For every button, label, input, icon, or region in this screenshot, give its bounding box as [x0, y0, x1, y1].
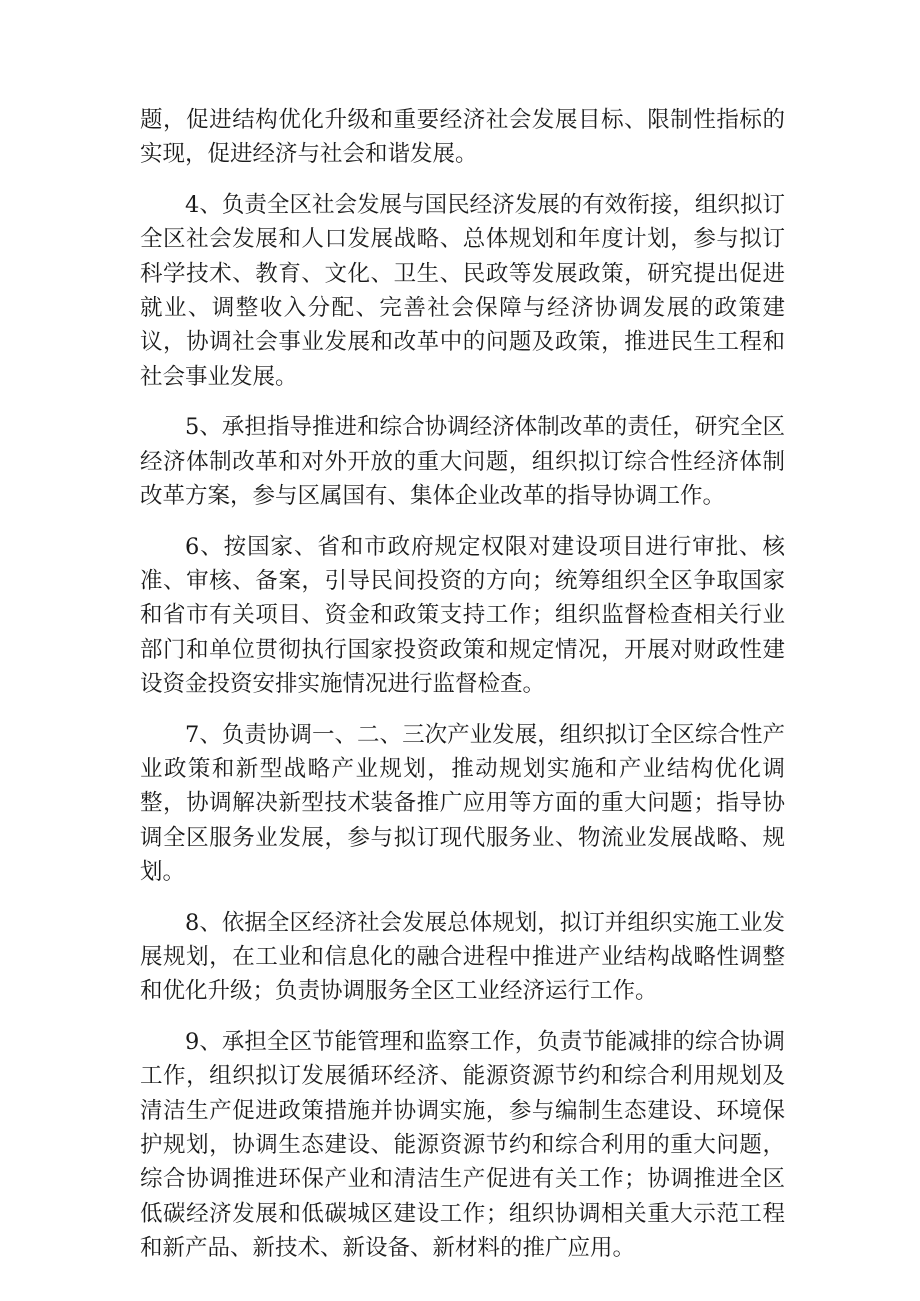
paragraph-continued: 题，促进结构优化升级和重要经济社会发展目标、限制性指标的实现，促进经济与社会和谐发展。	[140, 107, 785, 168]
paragraph-item-5: 5、承担指导推进和综合协调经济体制改革的责任，研究全区经济体制改革和对外开放的重大问题，组织拟订综合性经济体制改革方案，参与区属国有、集体企业改革的指导协调工作。	[140, 414, 785, 509]
paragraph-item-9: 9、承担全区节能管理和监察工作，负责节能减排的综合协调工作，组织拟订发展循环经济、能源资源节约和综合利用规划及清洁生产促进政策措施并协调实施，参与编制生态建设、环境保护规划，协调生态建设、能源资源节约和综合利用的重大问题，综合协调推进环保产业和清洁生产促进有关工作；协调推进全区低碳经济发展和低碳城区建设工作；组织协调相关重大示范工程和新产品、新技术、新设备、新材料的推广应用。	[140, 1029, 785, 1261]
document-body	[140, 103, 785, 1282]
paragraph-item-8: 8、依据全区经济社会发展总体规划，拟订并组织实施工业发展规划，在工业和信息化的融合进程中推进产业结构战略性调整和优化升级；负责协调服务全区工业经济运行工作。	[140, 909, 785, 1005]
paragraph-item-4: 4、负责全区社会发展与国民经济发展的有效衔接，组织拟订全区社会发展和人口发展战略、总体规划和年度计划，参与拟订科学技术、教育、文化、卫生、民政等发展政策，研究提出促进就业、调整收入分配、完善社会保障与经济协调发展的政策建议，协调社会事业发展和改革中的问题及政策，推进民生工程和社会事业发展。	[140, 192, 785, 390]
paragraph-item-6: 6、按国家、省和市政府规定权限对建设项目进行审批、核准、审核、备案，引导民间投资的方向；统筹组织全区争取国家和省市有关项目、资金和政策支持工作；组织监督检查相关行业部门和单位贯彻执行国家投资政策和规定情况，开展对财政性建设资金投资安排实施情况进行监督检查。	[140, 533, 785, 697]
paragraph-item-7: 7、负责协调一、二、三次产业发展，组织拟订全区综合性产业政策和新型战略产业规划，推动规划实施和产业结构优化调整，协调解决新型技术装备推广应用等方面的重大问题；指导协调全区服务业发展，参与拟订现代服务业、物流业发展战略、规划。	[140, 721, 785, 885]
